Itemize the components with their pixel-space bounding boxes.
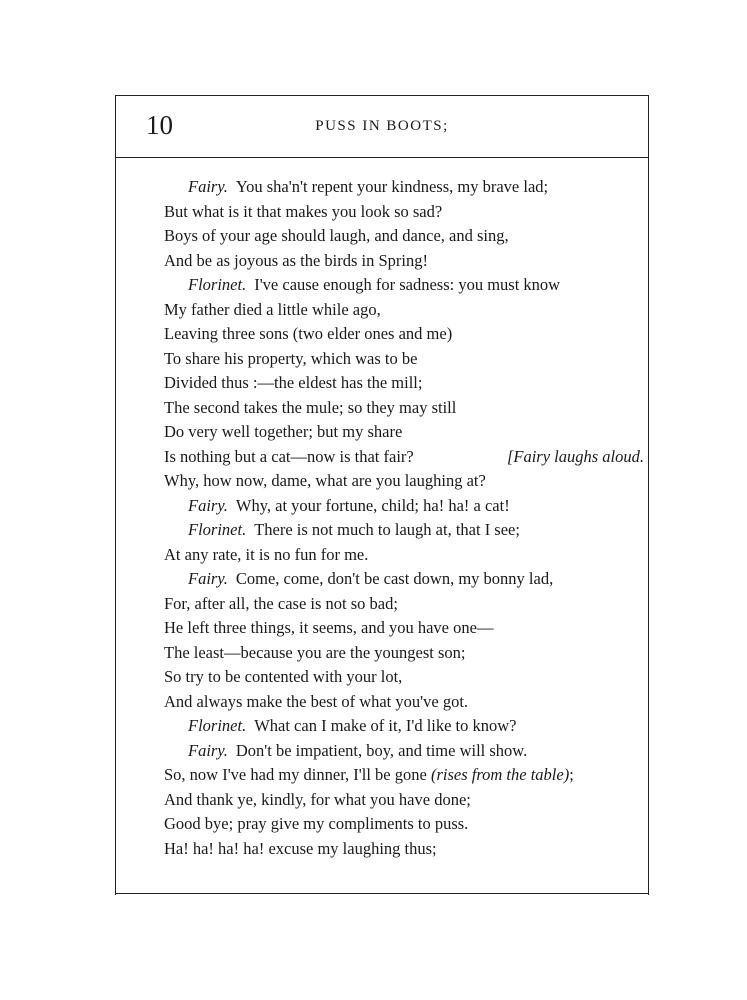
speaker-line	[164, 273, 644, 298]
verse-line	[164, 469, 644, 494]
verse-line	[164, 592, 644, 617]
verse-line	[164, 812, 644, 837]
line-text: You sha'n't repent your kindness, my brave lad;	[235, 177, 549, 196]
line-text: What can I make of it, I'd like to know?	[254, 716, 517, 735]
speaker-name: Fairy.	[188, 740, 228, 760]
speaker-name: Florinet.	[188, 275, 247, 294]
line-text: There is not much to laugh at, that I see;	[254, 520, 520, 539]
verse-line	[164, 690, 644, 715]
speaker-line	[164, 714, 644, 739]
speaker-line	[164, 567, 644, 592]
verse-line	[164, 224, 644, 249]
line-text: To share his property, which was to be	[164, 348, 418, 368]
line-text: But what is it that makes you look so sad?	[164, 201, 443, 221]
line-text: So, now I've had my dinner, I'll be gone	[164, 765, 427, 784]
line-text: For, after all, the case is not so bad;	[164, 593, 398, 613]
line-text: Good bye; pray give my compliments to puss.	[164, 814, 469, 833]
line-text: Ha! ha! ha! ha! excuse my laughing thus;	[164, 838, 437, 858]
page-header	[116, 109, 648, 149]
header-rule	[116, 157, 648, 158]
bottom-rule	[116, 893, 648, 894]
speaker-name: Florinet.	[188, 520, 247, 539]
speaker-line	[164, 494, 644, 519]
line-text: He left three things, it seems, and you have one—	[164, 618, 494, 637]
line-text: And be as joyous as the birds in Spring!	[164, 250, 428, 270]
page-frame	[115, 95, 649, 895]
line-text: Come, come, don't be cast down, my bonny lad,	[235, 569, 554, 588]
line-text: Boys of your age should laugh, and dance, and sing,	[164, 226, 509, 245]
line-text: The second takes the mule; so they may still	[164, 397, 457, 417]
speaker-name: Fairy.	[188, 177, 228, 196]
verse-line	[164, 665, 644, 690]
verse-line	[164, 543, 644, 568]
speaker-name: Florinet.	[188, 716, 247, 735]
verse-line	[164, 200, 644, 225]
speaker-line	[164, 175, 644, 200]
line-text: The least—because you are the youngest son;	[164, 642, 466, 662]
verse-line	[164, 788, 644, 813]
running-title: PUSS IN BOOTS;	[315, 118, 449, 134]
verse-text	[164, 175, 644, 861]
verse-line	[164, 616, 644, 641]
speaker-line	[164, 739, 644, 764]
verse-line	[164, 322, 644, 347]
verse-line	[164, 837, 644, 862]
line-text: I've cause enough for sadness: you must know	[254, 275, 561, 294]
top-rule	[116, 95, 648, 96]
verse-line	[164, 371, 644, 396]
verse-line	[164, 347, 644, 372]
line-text: My father died a little while ago,	[164, 299, 381, 319]
line-text: Divided thus :—the eldest has the mill;	[164, 373, 423, 392]
line-text-after: ;	[569, 765, 574, 784]
speaker-name: Fairy.	[188, 495, 228, 515]
line-text: And always make the best of what you've got.	[164, 691, 469, 711]
line-text: Leaving three sons (two elder ones and me)	[164, 324, 453, 343]
verse-line	[164, 763, 644, 788]
line-text: Why, how now, dame, what are you laughing at?	[164, 471, 486, 490]
line-text: Is nothing but a cat—now is that fair?	[164, 446, 414, 466]
verse-line	[164, 420, 644, 445]
verse-line	[164, 396, 644, 421]
line-text: So try to be contented with your lot,	[164, 667, 403, 686]
line-text: Don't be impatient, boy, and time will show.	[235, 740, 528, 760]
verse-line	[164, 249, 644, 274]
line-text: And thank ye, kindly, for what you have done;	[164, 789, 471, 809]
verse-line	[164, 641, 644, 666]
verse-line	[164, 445, 644, 470]
line-text: At any rate, it is no fun for me.	[164, 544, 369, 564]
verse-line	[164, 298, 644, 323]
speaker-line	[164, 518, 644, 543]
line-text: Why, at your fortune, child; ha! ha! a cat!	[235, 495, 510, 515]
stage-direction: (rises from the table)	[430, 765, 570, 784]
line-text: Do very well together; but my share	[164, 422, 403, 441]
page-number: 10	[146, 110, 173, 140]
stage-direction: [Fairy laughs aloud.	[506, 446, 644, 466]
speaker-name: Fairy.	[188, 569, 228, 588]
